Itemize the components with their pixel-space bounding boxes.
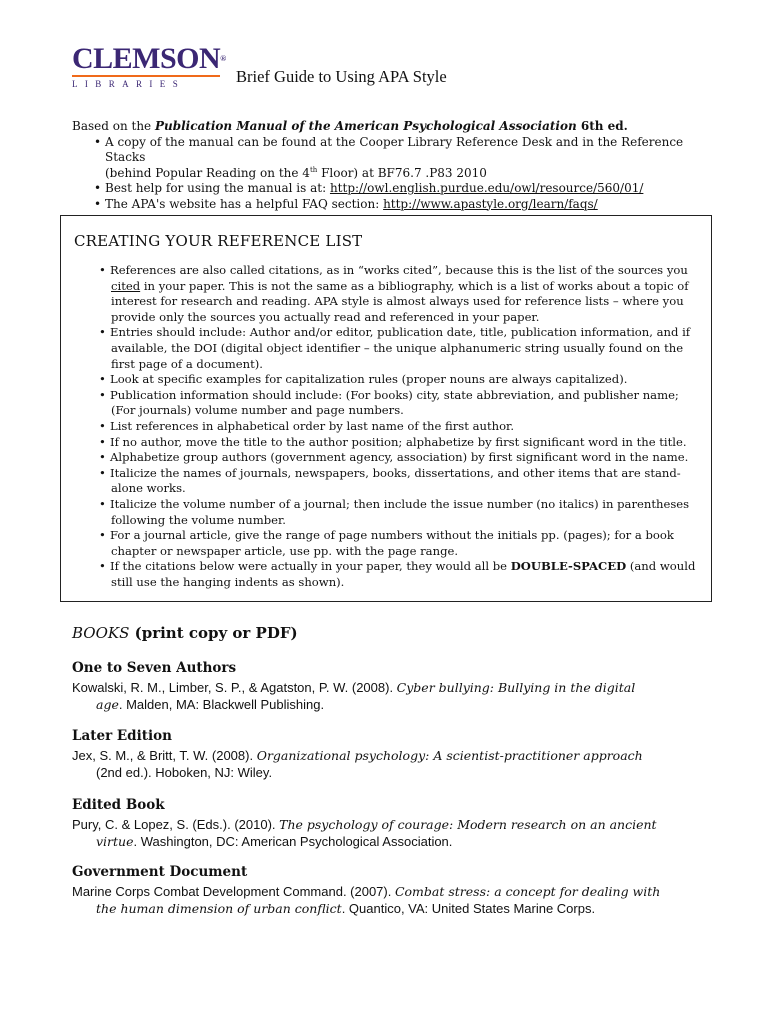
citation-text: Kowalski, R. M., Limber, S. P., & Agatston, P. W. (2008). bbox=[72, 680, 397, 695]
item-text: Italicize the names of journals, newspapers, books, dissertations, and other items that are stand-alone works. bbox=[110, 465, 681, 496]
list-item bbox=[72, 135, 722, 182]
list-item bbox=[75, 435, 705, 451]
item-text: List references in alphabetical order by last name of the first author. bbox=[110, 418, 515, 433]
item-text: Entries should include: Author and/or editor, publication date, title, publication information, and if available, the DOI (digital object identifier – the unique alphanumeric string usually found on the first page of a document). bbox=[110, 325, 691, 371]
list-item bbox=[75, 497, 705, 528]
citation-entry bbox=[72, 679, 712, 713]
bullet-text: The APA's website has a helpful FAQ section: bbox=[105, 196, 384, 211]
citation-entry bbox=[72, 883, 712, 917]
purdue-owl-link[interactable]: http://owl.english.purdue.edu/owl/resource/560/01/ bbox=[329, 181, 644, 195]
list-item bbox=[72, 197, 722, 213]
citation-text: . Quantico, VA: United States Marine Corps. bbox=[341, 901, 596, 916]
citation-entry bbox=[72, 747, 712, 781]
bullet-icon: • bbox=[99, 559, 106, 574]
citation-text: Jex, S. M., & Britt, T. W. (2008). bbox=[72, 748, 257, 763]
item-text: Publication information should include: (For books) city, state abbreviation, and publisher name; (For journals) volume number and page numbers. bbox=[110, 387, 679, 418]
bullet-icon: • bbox=[94, 196, 102, 211]
clemson-libraries-logo bbox=[72, 44, 224, 89]
item-text: If the citations below were actually in your paper, they would all be bbox=[110, 559, 511, 574]
list-item bbox=[75, 325, 705, 372]
logo-wordmark bbox=[72, 44, 224, 74]
bullet-icon: • bbox=[99, 263, 106, 277]
list-item bbox=[72, 181, 722, 197]
edition: 6th ed. bbox=[576, 119, 628, 133]
books-heading-rest: (print copy or PDF) bbox=[129, 624, 298, 642]
citation-entry bbox=[72, 816, 712, 850]
box-title: CREATING YOUR REFERENCE LIST bbox=[74, 232, 363, 250]
registered-mark: ® bbox=[220, 54, 226, 63]
citation-text: Marine Corps Combat Development Command. (2007). bbox=[72, 884, 395, 899]
item-text: For a journal article, give the range of page numbers without the initials pp. (pages); for a book chapter or newspaper article, use pp. with the page range. bbox=[110, 528, 674, 558]
intro-lead bbox=[72, 119, 722, 135]
bullet-icon: • bbox=[94, 134, 102, 149]
books-heading bbox=[72, 624, 298, 642]
entry-subheading: One to Seven Authors bbox=[72, 660, 237, 676]
logo-subtitle: LIBRARIES bbox=[72, 79, 186, 89]
logo-main-text: CLEMSON bbox=[72, 42, 221, 75]
list-item bbox=[75, 466, 705, 497]
bullet-icon: • bbox=[99, 434, 106, 449]
item-text: (and would still use the hanging indents as shown). bbox=[111, 559, 696, 589]
bullet-text: Floor) at BF76.7 .P83 2010 bbox=[317, 165, 487, 180]
list-item bbox=[75, 263, 705, 325]
citation-text: . Malden, MA: Blackwell Publishing. bbox=[118, 697, 325, 712]
bullet-icon: • bbox=[99, 528, 106, 543]
reference-rules-list bbox=[75, 263, 705, 590]
citation-title: The psychology of courage: Modern research on an ancient bbox=[279, 817, 657, 832]
citation-title: age bbox=[96, 697, 119, 712]
list-item bbox=[75, 528, 705, 559]
page-title: Brief Guide to Using APA Style bbox=[236, 67, 447, 86]
item-text: Italicize the volume number of a journal; then include the issue number (no italics) in parentheses following the volume number. bbox=[110, 496, 690, 527]
list-item bbox=[75, 450, 705, 466]
lead-prefix: Based on the bbox=[72, 119, 155, 133]
manual-title: Publication Manual of the American Psychological Association bbox=[154, 119, 577, 133]
logo-rule bbox=[72, 75, 220, 77]
citation-text: . Washington, DC: American Psychological Association. bbox=[133, 834, 453, 849]
list-item bbox=[75, 559, 705, 590]
citation-line-2 bbox=[72, 764, 712, 781]
bullet-icon: • bbox=[99, 372, 106, 387]
citation-title: virtue bbox=[96, 834, 134, 849]
citation-line-2 bbox=[72, 900, 712, 917]
bullet-text: Best help for using the manual is at: bbox=[105, 181, 330, 195]
bullet-icon: • bbox=[99, 465, 106, 480]
intro-bullets bbox=[72, 135, 722, 213]
list-item bbox=[75, 372, 705, 388]
item-text: Alphabetize group authors (government agency, association) by first significant word in the name. bbox=[110, 450, 689, 465]
item-text: If no author, move the title to the author position; alphabetize by first significant word in the title. bbox=[110, 434, 687, 449]
superscript: th bbox=[309, 165, 318, 174]
underlined-word: cited bbox=[111, 278, 141, 293]
citation-title: the human dimension of urban conflict bbox=[96, 901, 342, 916]
entry-subheading: Later Edition bbox=[72, 728, 172, 744]
bullet-icon: • bbox=[99, 325, 106, 340]
apa-faq-link[interactable]: http://www.apastyle.org/learn/faqs/ bbox=[383, 196, 598, 211]
reference-list-box bbox=[60, 215, 712, 602]
entry-subheading: Edited Book bbox=[72, 797, 165, 813]
item-text: Look at specific examples for capitalization rules (proper nouns are always capitalized). bbox=[110, 372, 628, 387]
item-text: in your paper. This is not the same as a bibliography, which is a list of works about a topic of interest for research and reading. APA style is almost always used for reference lists – where you provide only the sources you actually read and referenced in your paper. bbox=[111, 278, 689, 324]
entry-subheading: Government Document bbox=[72, 864, 248, 880]
bullet-icon: • bbox=[94, 181, 102, 195]
bullet-text: A copy of the manual can be found at the Cooper Library Reference Desk and in the Reference Stacks bbox=[105, 134, 684, 164]
double-spaced-emphasis: DOUBLE-SPACED bbox=[510, 559, 627, 574]
citation-text: (2nd ed.). Hoboken, NJ: Wiley. bbox=[96, 765, 273, 780]
citation-line-2 bbox=[72, 833, 712, 850]
citation-title: Organizational psychology: A scientist-practitioner approach bbox=[256, 748, 643, 763]
intro-section bbox=[72, 119, 722, 212]
bullet-icon: • bbox=[99, 450, 106, 465]
citation-title: Combat stress: a concept for dealing with bbox=[394, 884, 661, 899]
item-text: References are also called citations, as in “works cited”, because this is the list of the sources you bbox=[110, 263, 688, 277]
bullet-text: (behind Popular Reading on the 4 bbox=[105, 165, 310, 180]
citation-title: Cyber bullying: Bullying in the digital bbox=[396, 680, 636, 695]
list-item bbox=[75, 419, 705, 435]
citation-text: Pury, C. & Lopez, S. (Eds.). (2010). bbox=[72, 817, 280, 832]
bullet-icon: • bbox=[99, 496, 106, 511]
citation-line-2 bbox=[72, 696, 712, 713]
books-heading-italic: BOOKS bbox=[72, 624, 130, 642]
list-item bbox=[75, 388, 705, 419]
bullet-icon: • bbox=[99, 418, 106, 433]
bullet-icon: • bbox=[99, 387, 106, 402]
